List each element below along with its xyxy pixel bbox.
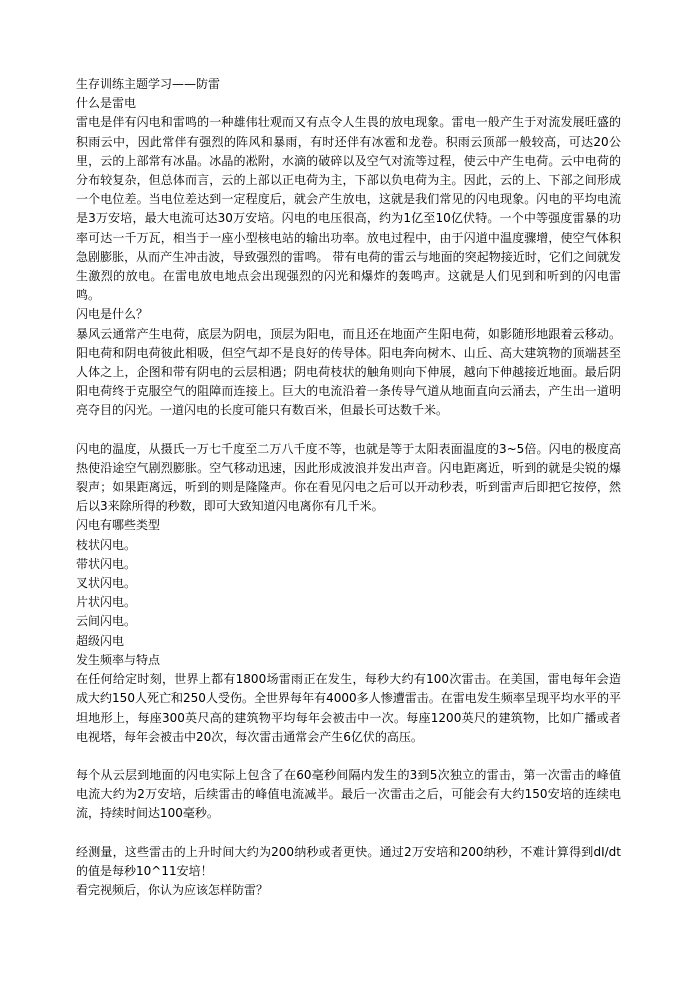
paragraph-what-is-thunder: 雷电是伴有闪电和雷鸣的一种雄伟壮观而又有点令人生畏的放电现象。雷电一般产生于对流发展旺盛的积雨云中，因此常伴有强烈的阵风和暴雨，有时还伴有冰雹和龙卷。积雨云顶部一般较高，可达20公里，云的上部常有冰晶。冰晶的凇附，水滴的破碎以及空气对流等过程，使云中产生电荷。云中电荷的分布较复杂，但总体而言，云的上部以正电荷为主，下部以负电荷为主。因此，云的上、下部之间形成一个电位差。当电位差达到一定程度后，就会产生放电，这就是我们常见的闪电现象。闪电的平均电流是3万安培，最大电流可达30万安培。闪电的电压很高，约为1亿至10亿伏特。一个中等强度雷暴的功率可达一千万瓦，相当于一座小型核电站的输出功率。放电过程中，由于闪道中温度骤增，使空气体积急剧膨胀，从而产生冲击波，导致强烈的雷鸣。 带有电荷的雷云与地面的突起物接近时，它们之间就发生激烈的放电。在雷电放电地点会出现强烈的闪光和爆炸的轰鸣声。这就是人们见到和听到的闪电雷鸣。 [76, 115, 621, 303]
paragraph-strike-current: 每个从云层到地面的闪电实际上包含了在60毫秒间隔内发生的3到5次独立的雷击，第一次雷击的峰值电流大约为2万安培，后续雷击的峰值电流减半。最后一次雷击之后，可能会有大约150安培的连续电流，持续时间达100毫秒。 [76, 767, 621, 821]
section-heading-types: 闪电有哪些类型 [76, 518, 161, 533]
list-item-lightning-type: 带状闪电。 [76, 556, 137, 571]
paragraph-spacer [76, 747, 621, 766]
paragraph-rise-time: 经测量，这些雷击的上升时间大约为200纳秒或者更快。通过2万安培和200纳秒，不难计算得到dI/dt的值是每秒10^11安培！ [76, 844, 621, 878]
section-heading-what-is-thunder: 什么是雷电 [76, 96, 137, 111]
paragraph-spacer [76, 824, 621, 843]
list-item-lightning-type: 超级闪电 [76, 633, 125, 648]
paragraph-lightning-temperature: 闪电的温度，从摄氏一万七千度至二万八千度不等，也就是等于太阳表面温度的3~5倍。闪电的极度高热使沿途空气剧烈膨胀。空气移动迅速，因此形成波浪并发出声音。闪电距离近，听到的就是尖锐的爆裂声；如果距离远，听到的则是隆隆声。你在看见闪电之后可以开动秒表，听到雷声后即把它按停，然后以3来除所得的秒数，即可大致知道闪电离你有几千米。 [76, 441, 621, 514]
document-title: 生存训练主题学习——防雷 [76, 77, 221, 91]
list-item-lightning-type: 云间闪电。 [76, 614, 137, 629]
document-body [76, 75, 621, 900]
section-heading-frequency: 发生频率与特点 [76, 652, 161, 667]
list-item-lightning-type: 叉状闪电。 [76, 576, 137, 591]
paragraph-frequency: 在任何给定时刻，世界上都有1800场雷雨正在发生，每秒大约有100次雷击。在美国，雷电每年会造成大约150人死亡和250人受伤。全世界每年有4000多人惨遭雷击。在雷电发生频率呈现平均水平的平坦地形上，每座300英尺高的建筑物平均每年会被击中一次。每座1200英尺的建筑物，比如广播或者电视塔，每年会被击中20次，每次雷击通常会产生6亿伏的高压。 [76, 672, 621, 744]
closing-question: 看完视频后，你认为应该怎样防雷？ [76, 882, 269, 897]
paragraph-spacer [76, 421, 621, 440]
paragraph-lightning-formation: 暴风云通常产生电荷，底层为阴电，顶层为阳电，而且还在地面产生阳电荷，如影随形地跟着云移动。阳电荷和阴电荷彼此相吸，但空气却不是良好的传导体。阳电奔向树木、山丘、高大建筑物的顶端甚至人体之上，企图和带有阴电的云层相遇；阴电荷枝状的触角则向下伸展，越向下伸越接近地面。最后阴阳电荷终于克服空气的阻障而连接上。巨大的电流沿着一条传导气道从地面直向云涌去，产生出一道明亮夺目的闪光。一道闪电的长度可能只有数百米，但最长可达数千米。 [76, 326, 621, 418]
list-item-lightning-type: 片状闪电。 [76, 595, 137, 610]
list-item-lightning-type: 枝状闪电。 [76, 537, 137, 552]
section-heading-what-is-lightning: 闪电是什么？ [76, 307, 149, 322]
